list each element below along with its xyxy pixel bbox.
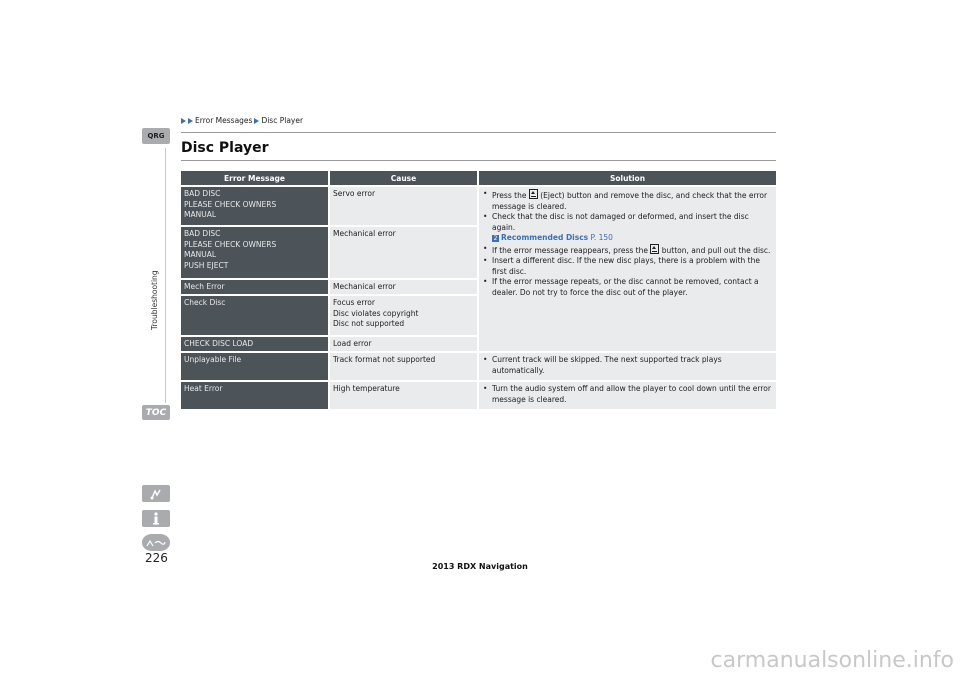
cause-line: Mechanical error (333, 229, 396, 238)
table-row-error (181, 227, 328, 278)
error-line: BAD DISC (184, 229, 221, 238)
breadcrumb-item[interactable]: Error Messages (195, 116, 253, 125)
error-line: Check Disc (184, 298, 226, 307)
table-row-cause (330, 337, 477, 351)
breadcrumb-item[interactable]: Disc Player (261, 116, 304, 125)
watermark: carmanualsonline.info (710, 648, 954, 673)
table-row-cause (330, 353, 477, 380)
table-row-error (181, 382, 328, 409)
page-number: 226 (145, 551, 168, 565)
cause-line: Servo error (333, 189, 376, 198)
table-row-cause (330, 187, 477, 225)
error-line: PUSH EJECT (184, 260, 229, 270)
voice-command-button[interactable] (142, 485, 170, 502)
solution-item: • Turn the audio system off and allow the player to cool down until the error message is cleared. (483, 384, 771, 404)
column-header-solution: Solution (479, 171, 776, 185)
cause-line: High temperature (333, 384, 400, 393)
solution-item: • Current track will be skipped. The next supported track plays automatically. (483, 355, 722, 375)
table-row-cause (330, 382, 477, 409)
solution-cell (479, 353, 776, 380)
solution-cell (479, 187, 776, 351)
home-icon (145, 538, 167, 548)
cause-line: Mechanical error (333, 282, 396, 291)
eject-icon (529, 189, 538, 199)
error-line: PLEASE CHECK OWNERS (184, 199, 277, 209)
table-row-error (181, 296, 328, 335)
solution-item: • Check that the disc is not damaged or deformed, and insert the disc again. (483, 212, 749, 232)
breadcrumb-arrow-icon (188, 118, 193, 124)
column-header-cause: Cause (330, 171, 477, 185)
voice-icon (149, 488, 163, 500)
header-rule (181, 132, 776, 133)
breadcrumb-arrow-icon (181, 118, 186, 124)
cause-line: Disc violates copyright (333, 308, 419, 318)
column-header-error: Error Message (181, 171, 328, 185)
side-divider (165, 148, 166, 403)
cause-line: Load error (333, 339, 372, 348)
error-line: Mech Error (184, 282, 225, 291)
breadcrumb (181, 116, 303, 125)
error-line: MANUAL (184, 250, 217, 259)
section-label: Troubleshooting (150, 270, 159, 330)
table-row-error (181, 353, 328, 380)
info-icon (151, 512, 161, 525)
solution-cell (479, 382, 776, 409)
info-button[interactable] (142, 510, 170, 527)
error-line: CHECK DISC LOAD (184, 339, 254, 348)
eject-icon (650, 244, 659, 254)
breadcrumb-arrow-icon (254, 118, 259, 124)
error-line: PLEASE CHECK OWNERS (184, 239, 277, 249)
table-row-cause (330, 280, 477, 294)
recommended-discs-link[interactable]: 2 Recommended Discs P. 150 (493, 233, 613, 242)
error-line: Heat Error (184, 384, 223, 393)
cause-line: Focus error (333, 298, 375, 307)
title-rule (181, 160, 776, 161)
solution-item: • Press the (Eject) button and remove the disc, and check that the error message is cleared. (483, 189, 768, 211)
error-line: BAD DISC (184, 189, 221, 198)
solution-item: • If the error message repeats, or the disc cannot be removed, contact a dealer. Do not try to force the disc out of the player. (483, 277, 759, 297)
table-row-error (181, 280, 328, 294)
table-row-error (181, 337, 328, 351)
error-line: MANUAL (184, 210, 217, 219)
footer-title: 2013 RDX Navigation (432, 562, 528, 571)
table-row-error (181, 187, 328, 225)
cause-line: Track format not supported (333, 355, 436, 364)
cause-line: Disc not supported (333, 319, 405, 328)
page-title: Disc Player (181, 140, 269, 156)
error-line: Unplayable File (184, 355, 242, 364)
solution-item: • If the error message reappears, press the button, and pull out the disc. (483, 243, 771, 255)
home-button[interactable] (142, 534, 170, 551)
table-row-cause (330, 227, 477, 278)
cross-reference-icon: 2 (493, 235, 498, 242)
qrg-tab[interactable]: QRG (142, 128, 170, 144)
table-row-cause (330, 296, 477, 335)
solution-item: • Insert a different disc. If the new disc plays, there is a problem with the first disc. (483, 256, 760, 276)
toc-tab[interactable]: TOC (142, 405, 170, 420)
